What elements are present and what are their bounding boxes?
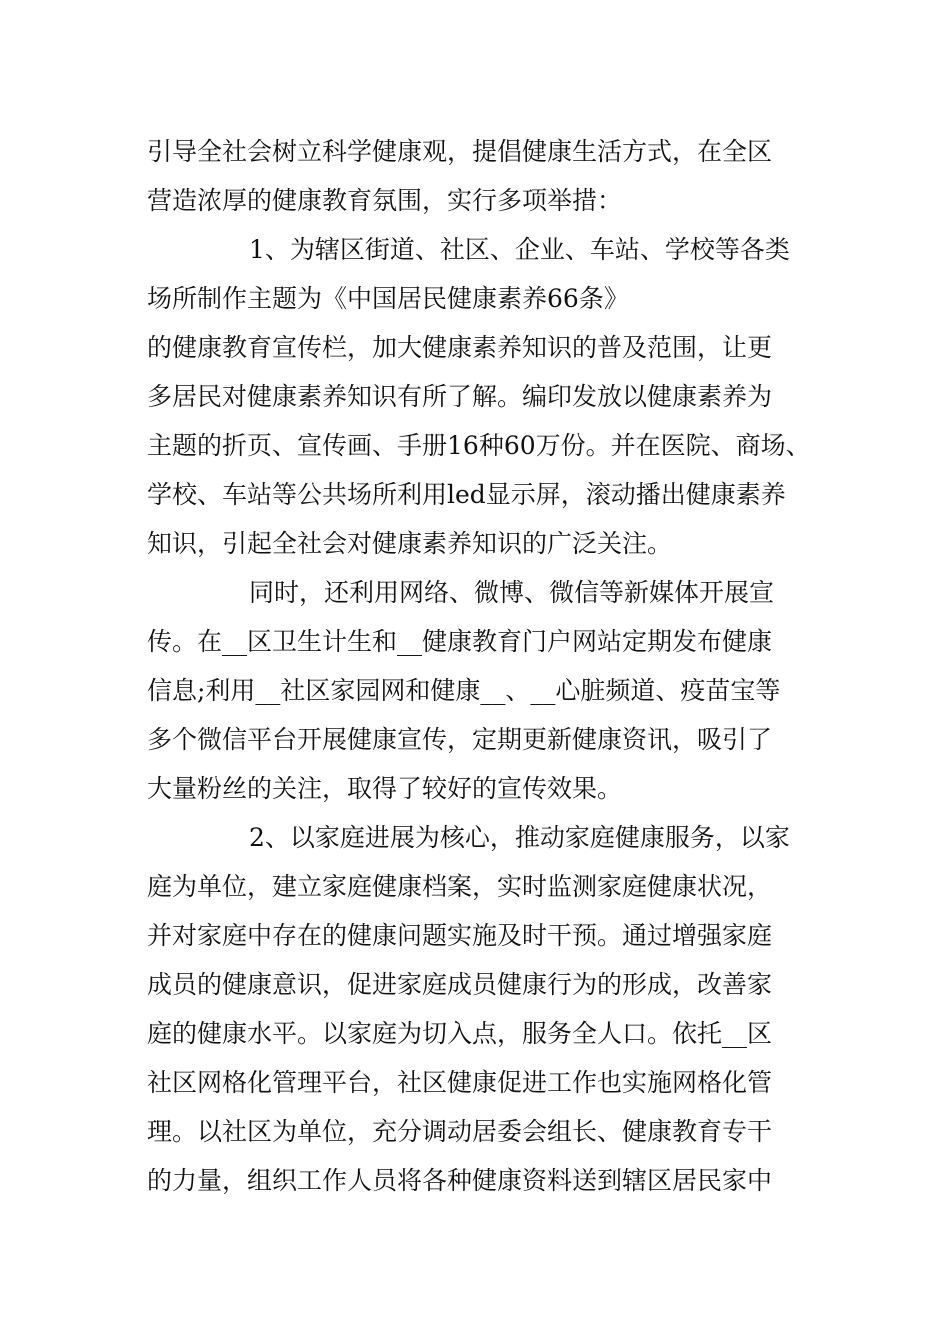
text-line: 庭为单位，建立家庭健康档案，实时监测家庭健康状况， xyxy=(147,872,773,901)
text-line: 并对家庭中存在的健康问题实施及时干预。通过增强家庭 xyxy=(147,921,773,950)
text-line: 成员的健康意识，促进家庭成员健康行为的形成，改善家 xyxy=(147,970,773,999)
text-line: 社区网格化管理平台，社区健康促进工作也实施网格化管 xyxy=(147,1068,773,1097)
text-line: 多居民对健康素养知识有所了解。编印发放以健康素养为 xyxy=(147,382,773,411)
paragraph-start-line: 2、以家庭进展为核心，推动家庭健康服务，以家 xyxy=(249,823,790,852)
text-line: 多个微信平台开展健康宣传，定期更新健康资讯，吸引了 xyxy=(147,725,773,754)
text-line: 营造浓厚的健康教育氛围，实行多项举措： xyxy=(147,186,623,215)
text-line: 信息;利用__社区家园网和健康__、__心脏频道、疫苗宝等 xyxy=(147,676,781,705)
text-line: 场所制作主题为《中国居民健康素养66条》 xyxy=(147,284,629,313)
text-line: 的健康教育宣传栏，加大健康素养知识的普及范围，让更 xyxy=(147,333,773,362)
text-line: 知识，引起全社会对健康素养知识的广泛关注。 xyxy=(147,529,673,558)
text-line: 学校、车站等公共场所利用led显示屏，滚动播出健康素养 xyxy=(147,480,786,509)
text-line: 理。以社区为单位，充分调动居委会组长、健康教育专干 xyxy=(147,1117,773,1146)
text-line: 大量粉丝的关注，取得了较好的宣传效果。 xyxy=(147,774,623,803)
text-line: 传。在__区卫生计生和__健康教育门户网站定期发布健康 xyxy=(147,627,773,656)
paragraph-start-line: 同时，还利用网络、微博、微信等新媒体开展宣 xyxy=(249,578,775,607)
text-line: 庭的健康水平。以家庭为切入点，服务全人口。依托__区 xyxy=(147,1019,773,1048)
text-line: 主题的折页、宣传画、手册16种60万份。并在医院、商场、 xyxy=(147,431,811,460)
text-line: 引导全社会树立科学健康观，提倡健康生活方式，在全区 xyxy=(147,137,773,166)
document-body xyxy=(147,127,827,1205)
text-line: 的力量，组织工作人员将各种健康资料送到辖区居民家中 xyxy=(147,1166,773,1195)
paragraph-start-line: 1、为辖区街道、社区、企业、车站、学校等各类 xyxy=(249,235,790,264)
